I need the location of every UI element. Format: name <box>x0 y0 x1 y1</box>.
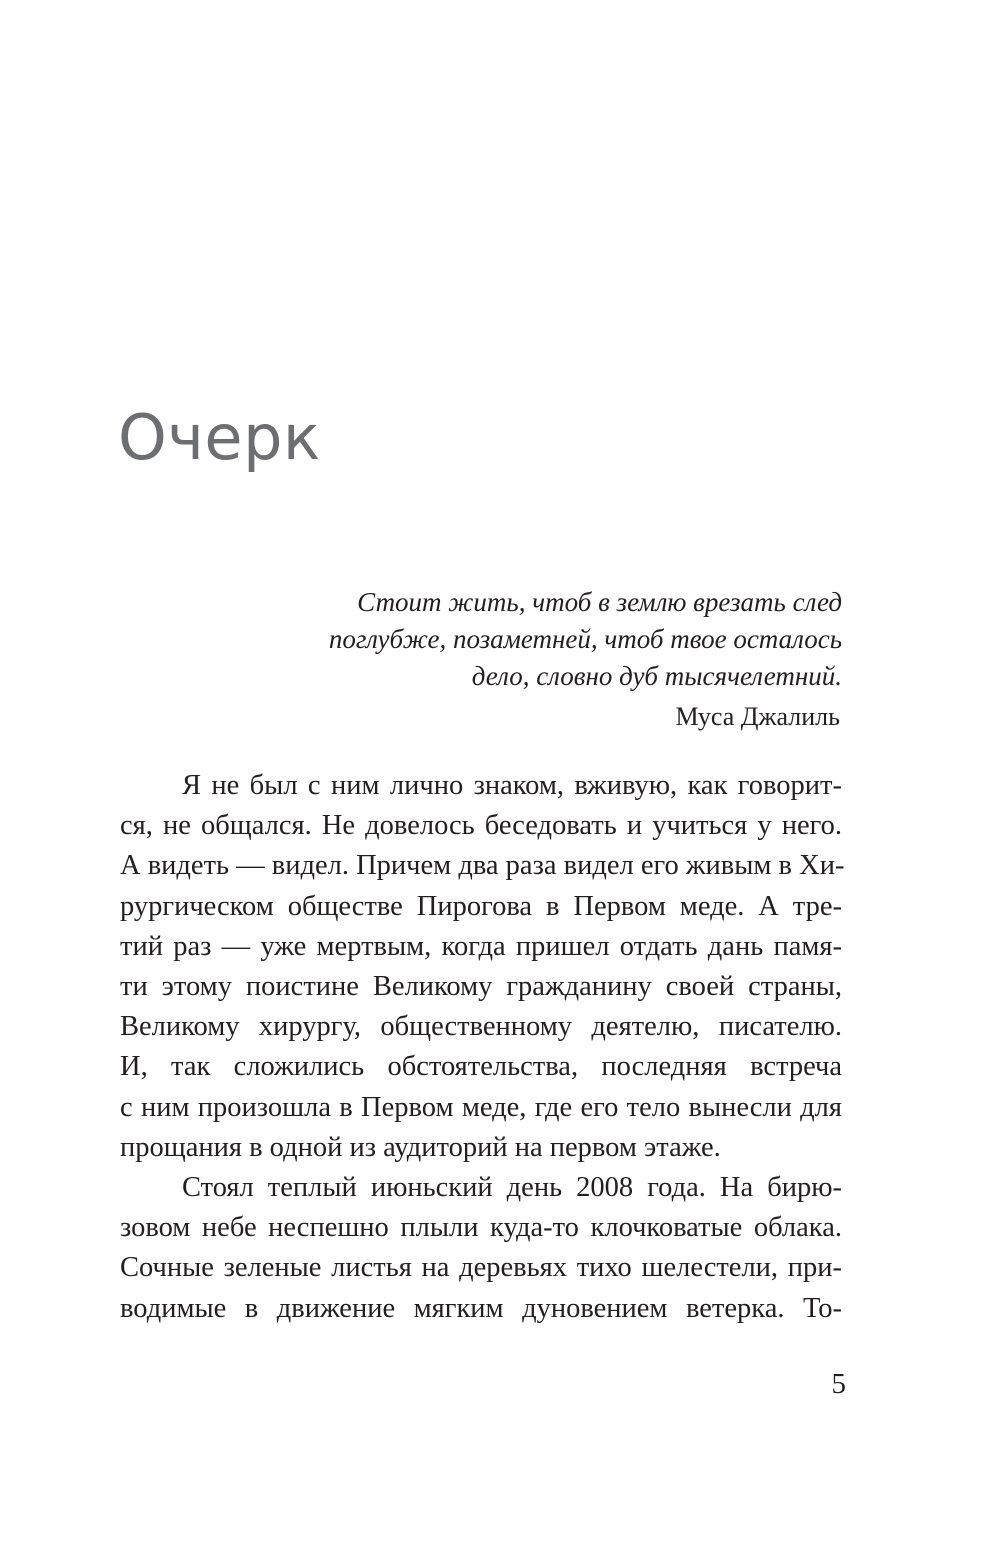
text-line: зовом небе неспешно плыли куда-то клочковатые облака. <box>120 1212 842 1244</box>
text-line: водимые в движение мягким дуновением ветерка. То- <box>120 1292 842 1324</box>
chapter-title: Очерк <box>118 401 321 474</box>
text-line: ся, не общался. Не довелось беседовать и учиться у него. <box>120 810 842 842</box>
epigraph <box>318 584 846 737</box>
epigraph-line: дело, словно дуб тысячелетний. <box>471 661 842 691</box>
body-text <box>120 766 845 1329</box>
text-line: Стоял теплый июньский день 2008 года. На бирю- <box>182 1172 842 1204</box>
paragraph <box>120 766 845 1168</box>
text-line: А видеть — видел. Причем два раза видел его живым в Хи- <box>120 850 845 882</box>
epigraph-line: Стоит жить, чтоб в землю врезать след <box>357 587 842 617</box>
epigraph-author: Муса Джалиль <box>675 702 840 731</box>
epigraph-line: поглубже, позаметней, чтоб твое осталось <box>328 624 842 654</box>
text-line: рургическом обществе Пирогова в Первом меде. А тре- <box>120 890 842 922</box>
text-line: Я не был с ним лично знаком, вживую, как говорит- <box>182 770 842 801</box>
text-line: с ним произошла в Первом меде, где его тело вынесли для <box>120 1091 842 1123</box>
text-line: прощания в одной из аудиторий на первом этаже. <box>120 1131 721 1163</box>
paragraph <box>120 1168 842 1329</box>
text-line: тий раз — уже мертвым, когда пришел отдать дань памя- <box>120 930 842 962</box>
text-line: ти этому поистине Великому гражданину своей страны, <box>120 971 842 1003</box>
text-line: И, так сложились обстоятельства, последняя встреча <box>120 1051 842 1083</box>
text-line: Сочные зеленые листья на деревьях тихо шелестели, при- <box>120 1252 842 1284</box>
page-number: 5 <box>831 1368 846 1400</box>
text-line: Великому хирургу, общественному деятелю, писателю. <box>120 1011 842 1043</box>
